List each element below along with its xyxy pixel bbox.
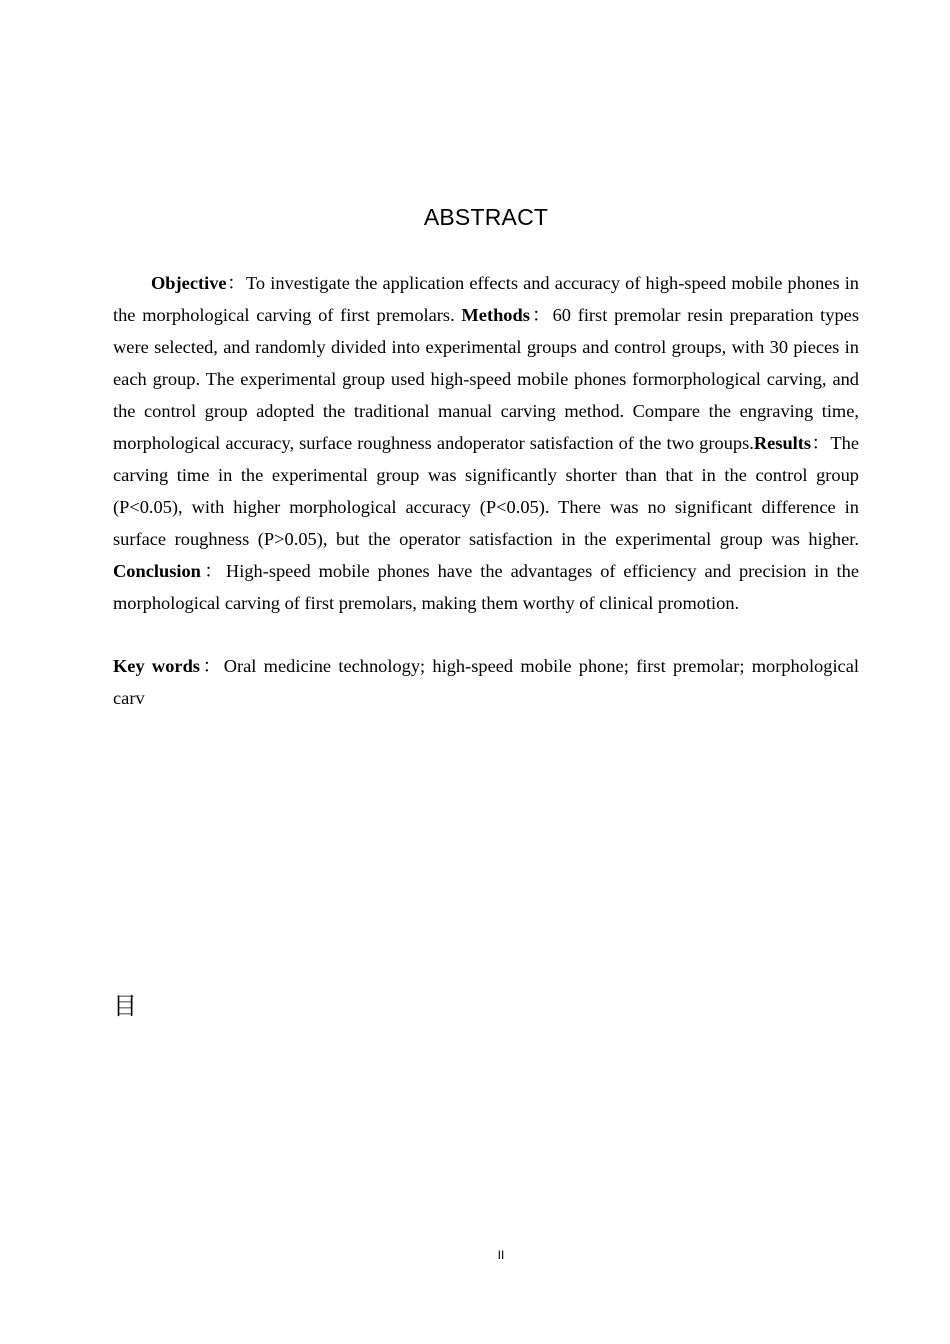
conclusion-text: High-speed mobile phones have the advantages of efficiency and precision in the morphological carving of first premolars, making them worthy of clinical promotion. (113, 561, 859, 613)
conclusion-label: Conclusion (113, 561, 201, 581)
toc-heading: 目 (113, 992, 137, 1020)
results-label: Results (753, 433, 812, 453)
objective-separator: ： (226, 273, 246, 293)
objective-text: To investigate the application effects and accuracy of high-speed mobile phones in the morphological carving of first premolars. (113, 273, 859, 325)
abstract-title: ABSTRACT (423, 204, 549, 230)
keywords-line (113, 650, 859, 714)
keywords-separator: ： (199, 656, 224, 676)
page-number: II (497, 1248, 505, 1262)
results-separator: ： (811, 433, 831, 453)
methods-label: Methods (461, 305, 530, 325)
methods-text: 60 first premolar resin preparation types were selected, and randomly divided into experimental groups and control groups, with 30 pieces in each group. The experimental group used high-speed mobile phones formorphological carving, and the control group adopted the traditional manual carving method. Compare the engraving time, morphological accuracy, surface roughness andoperator satisfaction of the two groups. (113, 305, 859, 453)
methods-separator: ： (529, 305, 553, 325)
objective-label: Objective (151, 273, 227, 293)
results-text: The carving time in the experimental group was significantly shorter than that in the control group (P<0.05), with higher morphological accuracy (P<0.05). There was no significant difference in surface roughness (P>0.05), but the operator satisfaction in the experimental group was higher. (113, 433, 859, 549)
abstract-body (113, 267, 859, 619)
abstract-paragraph (113, 267, 859, 619)
conclusion-separator: ： (200, 561, 226, 581)
keywords-label: Key words (113, 656, 200, 676)
keywords-text: Oral medicine technology; high-speed mobile phone; first premolar; morphological carv (113, 656, 859, 708)
